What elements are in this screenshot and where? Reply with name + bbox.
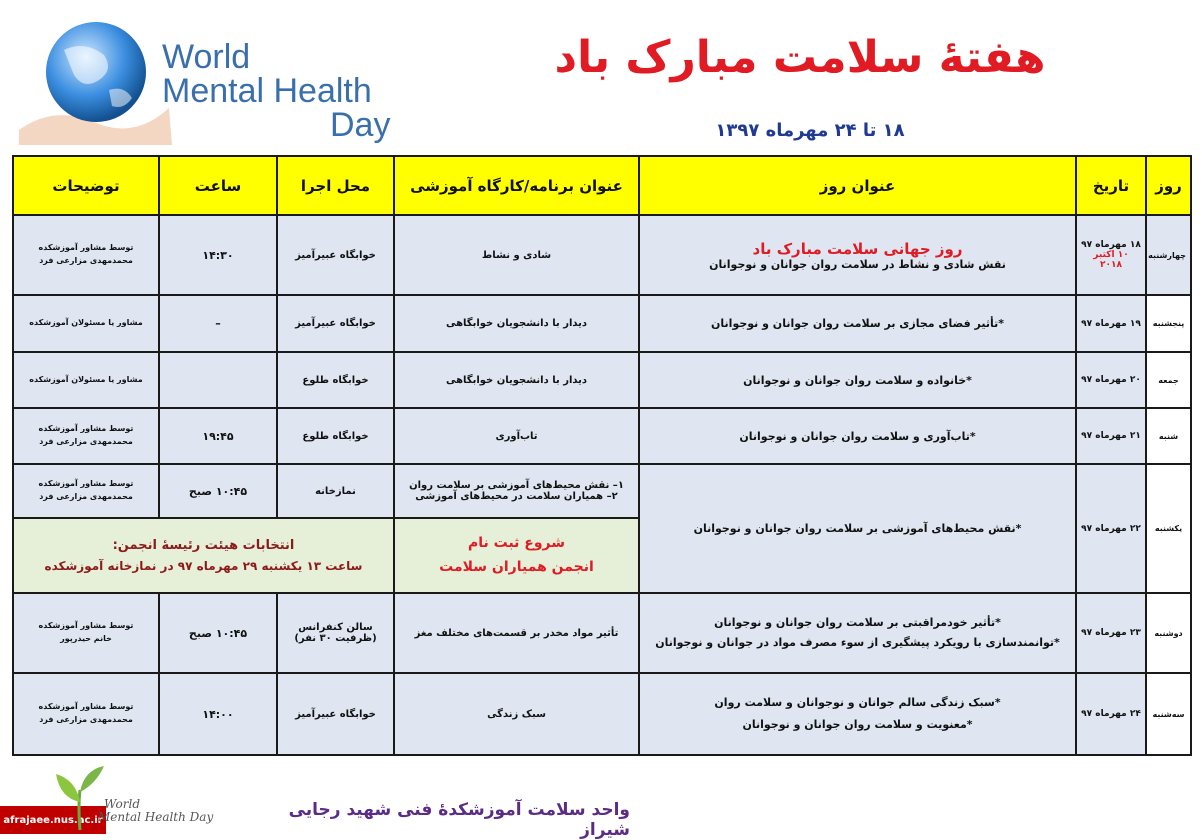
cell-time: ۱۰:۴۵ صبح [159, 593, 277, 673]
notes-line-1: توسط مشاور آموزشکده [38, 621, 134, 631]
footer-organization: واحد سلامت آموزشکدهٔ فنی شهید رجایی شیراز [288, 800, 630, 840]
cell-topic [639, 593, 1076, 673]
header-time: ساعت [159, 156, 277, 215]
topic-text: نقش شادی و نشاط در سلامت روان جوانان و نوجوانان [709, 257, 1006, 271]
cell-date: ۱۹ مهرماه ۹۷ [1076, 295, 1146, 352]
page-subtitle: ۱۸ تا ۲۴ مهرماه ۱۳۹۷ [715, 120, 905, 141]
cell-time [159, 352, 277, 408]
footer-logo-line-1: World [104, 797, 140, 811]
program-line-2: ۲– همیاران سلامت در محیط‌های آموزشی [415, 491, 618, 502]
cell-location [277, 593, 394, 673]
header-date: تاریخ [1076, 156, 1146, 215]
notes-line-2: محمدمهدی مزارعی فرد [39, 715, 133, 724]
schedule-table [12, 155, 1192, 756]
page-title: هفتهٔ سلامت مبارک باد [554, 32, 1046, 83]
header-notes: توضیحات [13, 156, 159, 215]
location-line-1: سالن کنفرانس [298, 622, 373, 633]
date-persian: ۱۸ مهرماه ۹۷ [1081, 240, 1141, 250]
cell-notes [13, 593, 159, 673]
table-row [13, 593, 1191, 673]
table-row [13, 464, 1191, 518]
cell-day: چهارشنبه [1146, 215, 1191, 295]
cell-location: خوابگاه طلوع [277, 352, 394, 408]
cell-date: ۲۳ مهرماه ۹۷ [1076, 593, 1146, 673]
cell-time: ۱۰:۴۵ صبح [159, 464, 277, 518]
cell-registration [394, 518, 639, 593]
table-row [13, 408, 1191, 464]
topic-line-1: *تأثیر خودمراقبتی بر سلامت روان جوانان و نوجوانان [714, 616, 1001, 630]
cell-time: – [159, 295, 277, 352]
election-title: انتخابات هیئت رئیسهٔ انجمن: [112, 538, 295, 553]
site-url-badge[interactable]: afrajaee.nus.ac.ir [0, 806, 106, 834]
table-row [13, 673, 1191, 755]
topic-line-1: *سبک زندگی سالم جوانان و نوجوانان و سلامت روان [714, 696, 1001, 709]
logo-wordmark [162, 40, 390, 142]
header-program: عنوان برنامه/کارگاه آموزشی [394, 156, 639, 215]
cell-location: خوابگاه عبیرآمیز [277, 295, 394, 352]
header-location: محل اجرا [277, 156, 394, 215]
cell-day: جمعه [1146, 352, 1191, 408]
cell-location: خوابگاه عبیرآمیز [277, 673, 394, 755]
cell-notes [13, 215, 159, 295]
table-header-row [13, 156, 1191, 215]
cell-day: دوشنبه [1146, 593, 1191, 673]
cell-notes [13, 408, 159, 464]
cell-program [394, 464, 639, 518]
cell-time: ۱۴:۰۰ [159, 673, 277, 755]
table-row [13, 295, 1191, 352]
cell-date: ۲۱ مهرماه ۹۷ [1076, 408, 1146, 464]
schedule-table-container [12, 155, 1190, 752]
logo-line-1: World [162, 38, 251, 76]
notes-line-2: محمدمهدی مزارعی فرد [39, 492, 133, 501]
logo-line-3: Day [330, 106, 391, 144]
cell-election [13, 518, 394, 593]
registration-start: شروع ثبت نام [467, 534, 566, 551]
cell-program: دیدار با دانشجویان خوابگاهی [394, 352, 639, 408]
cell-date [1076, 215, 1146, 295]
cell-program: دیدار با دانشجویان خوابگاهی [394, 295, 639, 352]
topic-title: روز جهانی سلامت مبارک باد [752, 239, 963, 258]
notes-line-2: محمدمهدی مزارعی فرد [39, 256, 133, 265]
notes-line-1: توسط مشاور آموزشکده [38, 479, 134, 489]
cell-time: ۱۹:۴۵ [159, 408, 277, 464]
topic-line-2: *معنویت و سلامت روان جوانان و نوجوانان [742, 718, 973, 731]
footer-logo-text [98, 798, 213, 824]
cell-program: تأثیر مواد مخدر بر قسمت‌های مختلف مغز [394, 593, 639, 673]
registration-association: انجمن همیاران سلامت [439, 558, 594, 575]
program-line-1: ۱– نقش محیط‌های آموزشی بر سلامت روان [409, 480, 624, 491]
cell-day: یکشنبه [1146, 464, 1191, 593]
table-row [13, 215, 1191, 295]
cell-topic [639, 215, 1076, 295]
notes-line-1: توسط مشاور آموزشکده [38, 243, 134, 253]
notes-line-2: خانم حیدرپور [60, 634, 112, 643]
header-topic: عنوان روز [639, 156, 1076, 215]
cell-program: شادی و نشاط [394, 215, 639, 295]
cell-notes [13, 673, 159, 755]
world-mental-health-day-logo [14, 10, 394, 150]
table-row [13, 352, 1191, 408]
cell-date: ۲۲ مهرماه ۹۷ [1076, 464, 1146, 593]
cell-notes: مشاور یا مسئولان آموزشکده [13, 295, 159, 352]
election-detail: ساعت ۱۳ یکشنبه ۲۹ مهرماه ۹۷ در نمازخانه آموزشکده [44, 559, 363, 573]
notes-line-2: محمدمهدی مزارعی فرد [39, 437, 133, 446]
cell-day: پنجشنبه [1146, 295, 1191, 352]
cell-date: ۲۰ مهرماه ۹۷ [1076, 352, 1146, 408]
cell-topic: *تأثیر فضای مجازی بر سلامت روان جوانان و نوجوانان [639, 295, 1076, 352]
cell-day: شنبه [1146, 408, 1191, 464]
cell-day: سه‌شنبه [1146, 673, 1191, 755]
header-day: روز [1146, 156, 1191, 215]
cell-topic: *خانواده و سلامت روان جوانان و نوجوانان [639, 352, 1076, 408]
cell-topic [639, 673, 1076, 755]
cell-topic: *تاب‌آوری و سلامت روان جوانان و نوجوانان [639, 408, 1076, 464]
cell-location: نمازخانه [277, 464, 394, 518]
location-line-2: (ظرفیت ۳۰ نفر) [294, 633, 377, 644]
topic-line-2: *توانمندسازی با رویکرد پیشگیری از سوء مصرف مواد در جوانان و نوجوانان [655, 636, 1060, 649]
cell-program: تاب‌آوری [394, 408, 639, 464]
globe-hands-icon [14, 10, 174, 150]
cell-date: ۲۴ مهرماه ۹۷ [1076, 673, 1146, 755]
logo-line-2: Mental Health [162, 72, 372, 110]
cell-program: سبک زندگی [394, 673, 639, 755]
footer-logo-line-2: Mental Health Day [98, 810, 214, 825]
cell-location: خوابگاه طلوع [277, 408, 394, 464]
notes-line-1: توسط مشاور آموزشکده [38, 424, 134, 434]
date-gregorian: ۱۰ اکتبر ۲۰۱۸ [1093, 250, 1129, 270]
cell-notes [13, 464, 159, 518]
cell-notes: مشاور یا مسئولان آموزشکده [13, 352, 159, 408]
cell-topic: *نقش محیط‌های آموزشی بر سلامت روان جوانان و نوجوانان [639, 464, 1076, 593]
notes-line-1: توسط مشاور آموزشکده [38, 702, 134, 712]
cell-time: ۱۴:۳۰ [159, 215, 277, 295]
cell-location: خوابگاه عبیرآمیز [277, 215, 394, 295]
